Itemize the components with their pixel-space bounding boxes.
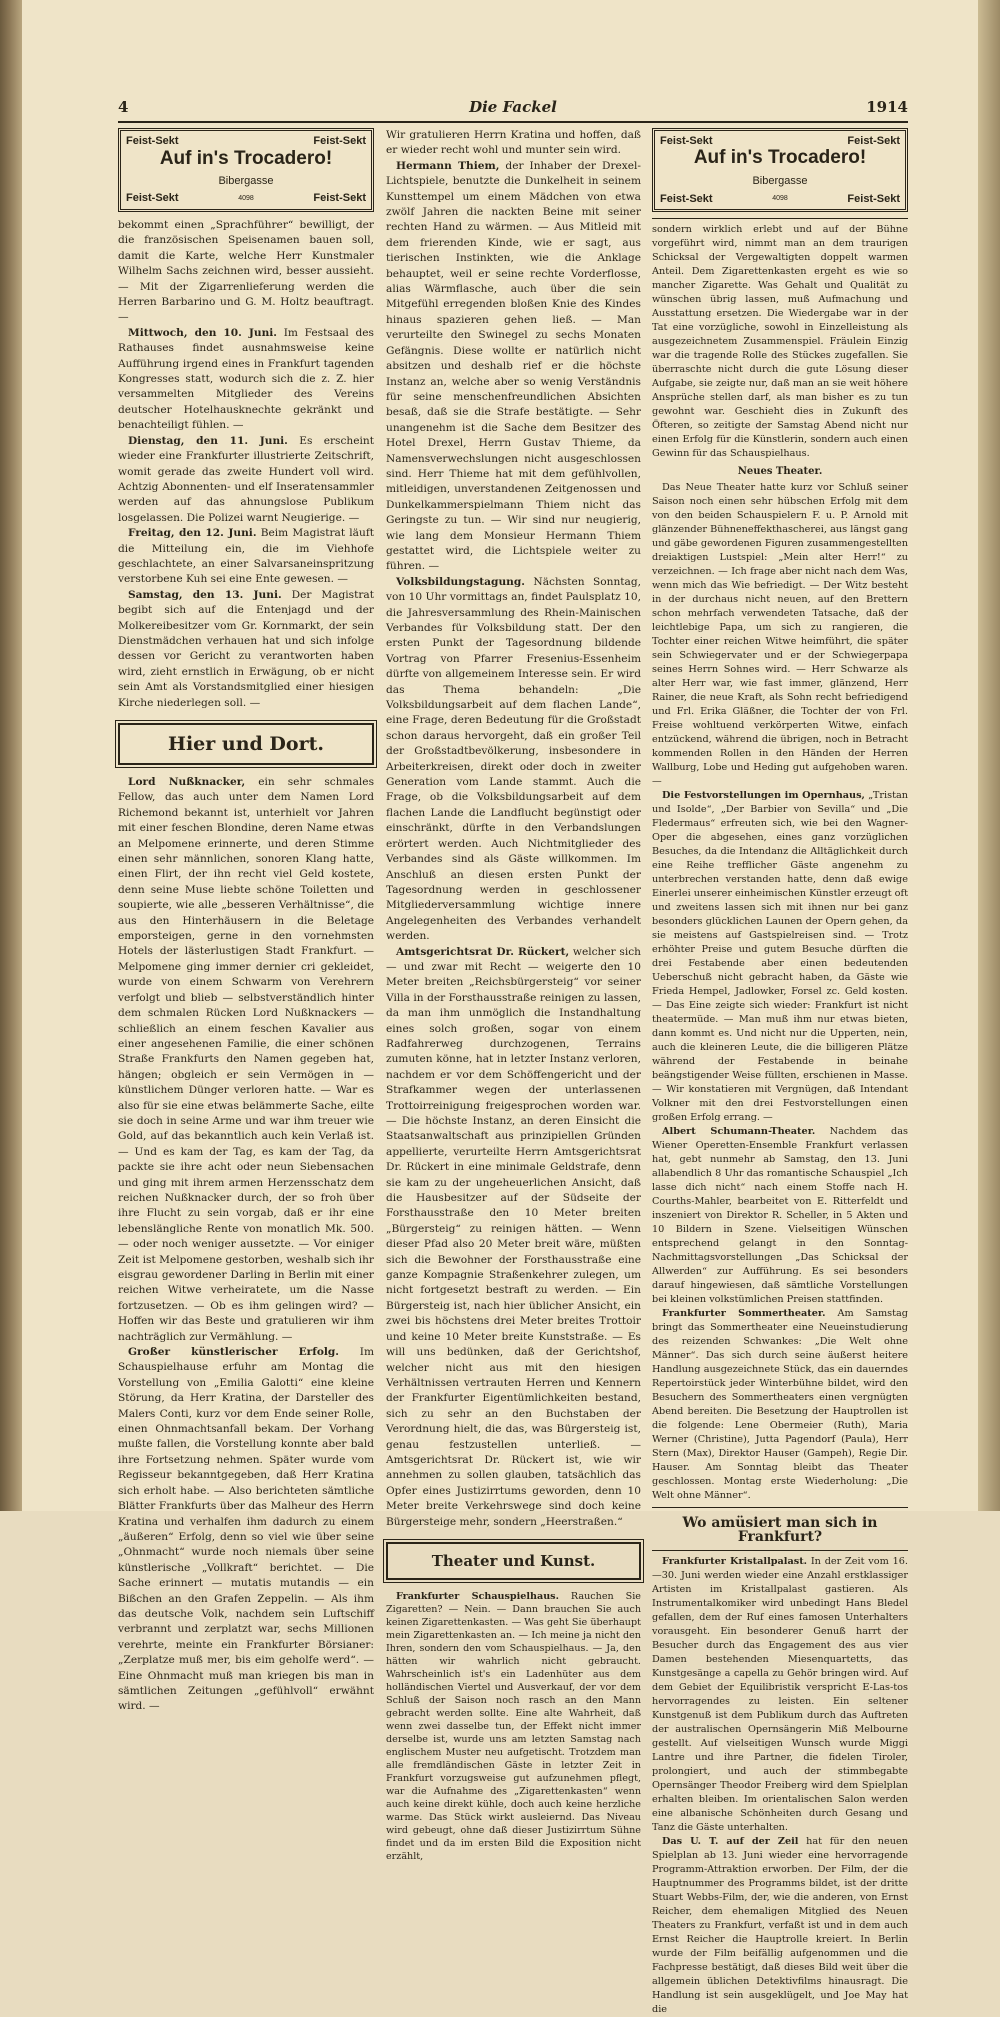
article-lead: Das U. T. auf der Zeil: [662, 1836, 799, 1847]
article-paragraph: Großer künstlerischer Erfolg. Im Schauspielhause erfuhr am Montag die Vorstellung von „Emilia Galotti“ eine kleine Störung, da Herr Kratina, der Darsteller des Malers Conti, kurz vor dem Ende seiner Rolle, einen Ohnmachtsanfall bekam. Der Vorhang mußte fallen, die Vorstellung konnte aber bald ihre Fortsetzung nehmen. Später wurde vom Regisseur bekanntgegeben, daß Herr Kratina sich erholt habe. — Also berichteten sämtliche Blätter Frankfurts über das Malheur des Herrn Kratina und verhalfen ihm dadurch zu einem „äußeren“ Erfolg, denn so viel wie über seine „Ohnmacht“ wurde noch niemals über seine künstlerische „Vollkraft“ berichtet. — Die Sache erinnert — mutatis mutandis — ein Bißchen an den Grafen Zeppelin. — Als ihm das deutsche Volk, nachdem sein Luftschiff verbrannt und zerplatzt war, sechs Millionen verehrte, meinte ein Frankfurter Börsianer: „Zerplatze muß mer, bis eim geholfe werd“. — Eine Ohnmacht muß man kriegen bis man in sämtlichen Zeitungen „gefühlvoll“ erwähnt wird. —: [118, 1346, 374, 1713]
ad-corner-label: Feist-Sekt: [847, 135, 900, 147]
header-rule: [118, 121, 908, 123]
article-paragraph: Das Neue Theater hatte kurz vor Schluß seiner Saison noch einen sehr hübschen Erfolg mit dem von den beiden Schauspielern F. u. P. Arnold mit glänzender Bühneneffekthascherei, aus längst gang und gäbe gewordenen Figuren zusammengestellten dreiaktigen Lustspiel: „Mein alter Herr!“ zu verzeichnen. — Ich frage aber nicht nach dem Was, wenn mich das Wie befriedigt. — Der Witz besteht in der durchaus nicht neuen, auf den Brettern schon mehrfach verwendeten Tatsache, daß der leichtlebige Papa, um sich zu rangieren, die Tochter einer reichen Witwe heimführt, die später sein Schwiegervater und er der Schwiegerpapa seines Herrn Sohnes wird. — Herr Schwarze als alter Herr war, wie fast immer, glänzend, Herr Rainer, die neue Kraft, als Sohn recht befriedigend und Frl. Erika Gläßner, die Tochter der von Frl. Freise wohltuend verkörperten Witwe, einfach entzückend, während die übrigen, noch in Betracht kommenden Rollen in den Händen der Herren Wallburg, Lobe und Heding gut aufgehoben waren. —: [652, 482, 908, 787]
section-heading: Theater und Kunst.: [386, 1542, 641, 1580]
column-rule: [652, 218, 908, 219]
ad-phone: 4098: [238, 194, 254, 202]
advertisement-box: [652, 128, 908, 212]
section-heading: Wo amüsiert man sich in Frankfurt?: [682, 1515, 878, 1545]
article-paragraph: Samstag, den 13. Juni. Der Magistrat begibt sich auf die Entenjagd und der Molkereibesitzer vom Gr. Kornmarkt, der sein Dienstmädchen verhauen hat und sich infolge dessen vor Gericht zu verantworten haben wird, zieht ernstlich in Erwägung, ob er nicht sein Amt als Vorstandsmitglied einer hiesigen Kirche niederlegen soll. —: [118, 588, 375, 709]
article-lead: Dienstag, den 11. Juni.: [128, 434, 288, 447]
article-paragraph: Amtsgerichtsrat Dr. Rückert, welcher sich — und zwar mit Recht — weigerte den 10 Meter breiten „Reichsbürgersteig“ vor seiner Villa in der Forsthausstraße reinigen zu lassen, da man ihm unmöglich die Instandhaltung eines solch großen, sogar von einem Radfahrerweg durchzogenen, Terrains zumuten könne, hat in letzter Instanz verloren, nachdem er vor dem Schöffengericht und der Strafkammer wegen der unterlassenen Trottoirreinigung freigesprochen worden war. — Die höchste Instanz, an deren Einsicht die Staatsanwaltschaft aus prinzipiellen Gründen appellierte, verurteilte Herrn Amtsgerichtsrat Dr. Rückert in eine minimale Geldstrafe, denn sie kam zu der ungeheuerlichen Ansicht, daß die Hausbesitzer auf der Südseite der Forsthausstraße den 10 Meter breiten „Bürgersteig“ zu reinigen hätten. — Wenn dieser Pfad also 20 Meter breit wäre, müßten sich die Bewohner der Forsthausstraße eine ganze Kompagnie Straßenkehrer zulegen, um nicht fortgesetzt bestraft zu werden. — Ein Bürgersteig ist, nach hier üblicher Ansicht, ein zwei bis höchstens drei Meter breites Trottoir und keine 10 Meter breite Kunststraße. — Es will uns bedünken, daß der Gerichtshof, welcher nicht aus mit den hiesigen Verhältnissen vertrauten Herren und Kennern der Frankfurter Eigentümlichkeiten bestand, sich zu sehr an den Buchstaben der Verordnung hielt, die das, was Bürgersteig ist, genau festzustellen unterließ. — Amtsgerichtsrat Dr. Rückert ist, wie wir annehmen zu sollen glauben, tatsächlich das Opfer eines Justizirrtums geworden, denn 10 Meter breite Verkehrswege sind doch keine Bürgersteige mehr, sondern „Heerstraßen.“: [386, 945, 642, 1528]
article-paragraph: Das U. T. auf der Zeil hat für den neuen Spielplan ab 13. Juni wieder eine hervorragende Programm-Attraktion erworben. Der Film, der die Hauptnummer des Programms bildet, ist der dritte Stuart Webbs-Film, der, wie die anderen, von Ernst Reicher, dem ehemaligen Mitglied des Neuen Theaters zu Frankfurt, verfaßt ist und in dem auch Ernst Reicher die Hauptrolle kreiert. In Berlin wurde der Film beifällig aufgenommen und die Fachpresse bestätigt, daß dieses Bild weit über die allgemein üblichen Detektivfilms hinausragt. Die Handlung ist sein ausgeklügelt, und Joe May hat die: [652, 1836, 908, 2015]
article-paragraph: Lord Nußknacker, ein sehr schmales Fellow, das auch unter dem Namen Lord Richemond bekannt ist, unterhielt vor Jahren mit einer feschen Blondine, deren Name etwas an Melpomene erinnerte, und deren Stimme einen sehr männlichen, sonoren Klang hatte, einen Flirt, der ihn recht viel Geld kostete, denn seine Muse liebte schöne Toiletten und soupierte, wie alle „besseren Verhältnisse“, die aus den Hinterhäusern in die Beletage emporsteigen, gerne in den vornehmsten Hotels der lästerlustigen Stadt Frankfurt. — Melpomene ging immer dernier cri gekleidet, wurde von einem Schwarm von Verehrern verfolgt und blieb — selbstverständlich hinter dem schmalen Rücken Lord Nußknackers — schließlich an einem feschen Kavalier aus einer angesehenen Familie, die einer schönen Straße Frankfurts den Namen gegeben hat, hängen; obgleich er sein Vermögen in — künstlichem Dünger verloren hatte. — War es also für sie eine etwas belämmerte Sache, eilte sie doch in seine Arme und war ihm treuer wie Gold, auf das bekanntlich auch kein Verlaß ist. — Und es kam der Tag, es kam der Tag, da packte sie ihre acht oder neun Siebensachen und ging mit ihrem armen Herzensschatz dem reichen Nußknacker durch, der so froh über ihre Flucht zu sein vorgab, daß er ihr eine lebenslängliche Rente von monatlich Mk. 500.— oder noch weniger aussetzte. — Vor einiger Zeit ist Melpomene gestorben, weshalb sich ihr eisgrau gewordener Darling in Berlin mit einer reichen Witwe verheiratete, um die Nasse fortzusetzen. — Ob es ihm gelingen wird? — Hoffen wir das Beste und gratulieren wir ihm nachträglich zur Vermählung. —: [118, 776, 375, 1343]
article-paragraph: Hermann Thiem, der Inhaber der Drexel-Lichtspiele, benutzte die Dunkelheit in seinem Kunsttempel um einem Mädchen von etwa zwölf Jahren die nackten Beine mit seiner rechten Hand zu wärmen. — Aus Mitleid mit dem frierenden Kinde, wie er sagt, aus tierischen Instinkten, wie die Anklage behauptet, weil er seine rechte Vorderflosse, alias Wärmflasche, auch über die sein Mitgefühl erregenden bloßen Knie des Kindes hinaus spazieren gehen ließ. — Man verurteilte den Swinegel zu sechs Monaten Gefängnis. Diese wollte er natürlich nicht absitzen und deshalb rief er die höchste Instanz an, welche aber so wenig Verständnis für seine menschenfreundlichen Absichten besaß, daß sie die Strafe bestätigte. — Sehr unangenehm ist die Sache dem Besitzer des Hotel Drexel, Herrn Gustav Thieme, da Namensverwechslungen nicht ausgeschlossen sind. Herr Thieme hat mit dem gefühlvollen, mitleidigen, unverstandenen Zeitgenossen und Dunkelkammerspielmann Thiem nicht das Geringste zu tun. — Wir sind nur neugierig, wie lang dem Monsieur Hermann Thiem gestattet wird, die Lichtspiele weiter zu führen. —: [386, 159, 641, 573]
masthead-title: Die Fackel: [469, 98, 557, 116]
column-2: [386, 128, 641, 1863]
ad-corner-label: Feist-Sekt: [313, 191, 366, 204]
article-paragraph: Albert Schumann-Theater. Nachdem das Wiener Operetten-Ensemble Frankfurt verlassen hat, gebt nunmehr ab Samstag, den 13. Juni allabendlich 8 Uhr das romantische Schauspiel „Ich lasse dich nicht“ nach einem Stoffe nach H. Courths-Mahler, bearbeitet von E. Ritterfeldt und inszeniert von Direktor R. Scheller, in 5 Akten und 10 Bildern in Szene. Vielseitigen Wünschen entsprechend gelangt in den Sonntag-Nachmittagsvorstellungen „Das Schicksal der Allwerden“ zur Aufführung. Es sei besonders darauf hingewiesen, daß sämtliche Vorstellungen bei kleinen volkstümlichen Preisen stattfinden.: [652, 1126, 908, 1305]
book-binding: [0, 0, 22, 1511]
article-lead: Frankfurter Schauspielhaus.: [396, 1590, 559, 1602]
article-lead: Hermann Thiem,: [396, 159, 500, 172]
article-paragraph: Dienstag, den 11. Juni. Es erscheint wieder eine Frankfurter illustrierte Zeitschrift, womit gerade das zweite Hundert voll wird. Achtzig Abonnenten- und elf Inseratensammler werden auf das ahnungslose Publikum losgelassen. Die Polizei warnt Neugierige. —: [118, 434, 374, 524]
ad-street: Bibergasse: [218, 175, 274, 187]
column-rule: [652, 1550, 908, 1551]
article-paragraph: Freitag, den 12. Juni. Beim Magistrat läuft die Mitteilung ein, die im Viehhofe geschlachtete, an einer Salvarsaneinspritzung verstorbene Kuh sei eine Ente gewesen. —: [118, 527, 374, 586]
section-heading: Hier und Dort.: [118, 723, 374, 765]
page-edge: [978, 0, 1000, 1511]
article-paragraph: sondern wirklich erlebt und auf der Bühne vorgeführt wird, nimmt man an dem traurigen Schicksal der Vergewaltigten doppelt warmen Anteil. Dem Zigarettenkasten ergeht es wie so mancher Zigarette. Was Gehalt und Qualität zu wünschen übrig lassen, muß Aufmachung und Ausstattung ersetzen. Die Wiedergabe war in der Tat eine vorzügliche, sowohl in Einzelleistung als ausgezeichnetem Zusammenspiel. Fräulein Einzig war die tragende Rolle des Stückes zugefallen. Sie überraschte nicht durch die gute Lösung dieser Aufgabe, sie zeigte nur, daß man an sie weit höhere Ansprüche stellen darf, als man bisher es zu tun gewohnt war. Geschieht dies in Zukunft des Öfteren, so zeitigte der Samstag Abend nicht nur einen Erfolg für die Künstlerin, sondern auch einen Gewinn für das Schauspielhaus.: [652, 224, 908, 459]
subsection-heading: Neues Theater.: [737, 466, 823, 477]
article-lead: Samstag, den 13. Juni.: [128, 588, 282, 601]
article-paragraph: Frankfurter Schauspielhaus. Rauchen Sie Zigaretten? — Nein. — Dann brauchen Sie auch keinen Zigarettenkasten. — Was geht Sie überhaupt mein Zigarettenkasten an. — Ich meine ja nicht den Ihren, sondern den vom Schauspielhaus. — Ja, den hätten wir wahrlich nicht gebraucht. Wahrscheinlich ist's ein Ladenhüter aus dem holländischen Viertel und Ausverkauf, der vor dem Schluß der Saison noch rasch an den Mann gebracht werden sollte. Eine alte Wahrheit, daß wenn zwei dasselbe tun, der Effekt nicht immer derselbe ist, wurde uns am letzten Samstag nach englischem Muster neu aufgetischt. Trotzdem man alle fremdländischen Gäste in letzter Zeit in Frankfurt vorzugsweise gut aufzunehmen pflegt, war die Aufnahme des „Zigarettenkasten“ wenn auch keine direkt kühle, doch auch keine herzliche warme. Das Stück wirkt ausleiernd. Das Niveau wird gebeugt, ohne daß dieser Justizirrtum Sühne findet und da im ersten Bild die Exposition nicht erzählt,: [386, 1590, 641, 1862]
article-lead: Volksbildungstagung.: [396, 575, 525, 588]
column-rule: [652, 1507, 908, 1508]
article-paragraph: Frankfurter Sommertheater. Am Samstag bringt das Sommertheater eine Neueinstudierung des reizenden Schwankes: „Die Welt ohne Männer“. Das sich durch seine äußerst heitere Handlung ausgezeichnete Stück, das ein dauerndes Repertoirstück jeder Winterbühne bildet, wird den Besuchern des Sommertheaters einen vergnügten Abend bereiten. Die Besetzung der Hauptrollen ist die folgende: Lene Obermeier (Ruth), Maria Werner (Christine), Jutta Pagendorf (Paula), Herr Stern (Max), Direktor Hauser (Gampeh), Regie Dir. Hauser. Am Sonntag bleibt das Theater geschlossen. Montag erste Wiederholung: „Die Welt ohne Männer“.: [652, 1308, 908, 1501]
ad-corner-label: Feist-Sekt: [313, 135, 366, 147]
ad-headline: Auf in's Trocadero!: [693, 147, 867, 168]
ad-corner-label: Feist-Sekt: [660, 135, 713, 147]
ad-headline: Auf in's Trocadero!: [159, 148, 333, 169]
page-header: [118, 98, 908, 120]
article-lead: Frankfurter Kristallpalast.: [662, 1556, 808, 1567]
article-paragraph: Die Festvorstellungen im Opernhaus, „Tristan und Isolde“, „Der Barbier von Sevilla“ und „Die Fledermaus“ erfreuten sich, wie bei den Wagner-Oper die abgesehen, eines ganz vorzüglichen Besuches, da die Intendanz die Alltäglichkeit durch eine Reihe trefflicher Gäste angenehm zu unterbrechen verstanden hatte, denn daß ewige Einerlei unserer einheimischen Künstler erzeugt oft und zweitens lassen sich mit ihnen nur bei ganz besonders glücklichen Launen der Opern gehen, da sie meistens auf Gastspielreisen sind. — Trotz erhöhter Preise und gutem Besuche dürften die drei Festabende aber einen bedeutenden Ueberschuß nicht gebracht haben, da Gäste wie Frieda Hempel, Jadlowker, Forsel zc. Geld kosten. — Das Eine zeigte sich wieder: Frankfurt ist nicht theatermüde. — Man muß ihm nur etwas bieten, dann kommt es. Und nicht nur die Upperten, nein, auch die kleineren Leute, die die billigeren Plätze während der Festabende in beinahe beängstigender Weise füllten, erschienen in Masse. — Wir konstatieren mit Vergnügen, daß Intendant Volkner mit den drei Festvorstellungen einen großen Erfolg errang. —: [652, 790, 908, 1123]
article-lead: Lord Nußknacker,: [128, 776, 246, 788]
article-paragraph: Volksbildungstagung. Nächsten Sonntag, von 10 Uhr vormittags an, findet Paulsplatz 10, die Jahresversammlung des Rhein-Mainischen Verbandes für Volksbildung statt. Der den ersten Punkt der Tagesordnung bildende Vortrag von Pfarrer Fresenius-Essenheim dürfte von allgemeinem Interesse sein. Er wird das Thema behandeln: „Die Volksbildungsarbeit auf dem flachen Lande“, eine Frage, deren Bedeutung für die Großstadt schon daraus hervorgeht, daß ein großer Teil der Großstadtbevölkerung, insbesondere in Arbeiterkreisen, direkt oder doch in zweiter Generation vom Lande stammt. Auch die Frage, ob die Volksbildungsarbeit auf dem flachen Lande die Landflucht begünstigt oder einschränkt, dürfte in den Verbandslungen erörtert werden. Auch Nichtmitglieder des Verbandes sind als Gäste willkommen. Im Anschluß an diesen ersten Punkt der Tagesordnung werden in geschlossener Mitgliederversammlung wichtige innere Angelegenheiten des Verbandes verhandelt werden.: [386, 575, 642, 943]
page-number: 4: [118, 98, 129, 116]
ad-phone: 4098: [772, 195, 788, 202]
article-lead: Albert Schumann-Theater.: [662, 1126, 816, 1137]
column-3: [652, 128, 908, 2017]
article-lead: Freitag, den 12. Juni.: [128, 527, 257, 540]
article-paragraph: bekommt einen „Sprachführer“ bewilligt, der die französischen Speisenamen bauen soll, damit die Karte, welche Herr Kunstmaler Wilhelm Sachs zeichnen wird, besser aussieht. — Mit der Zigarrenlieferung werden die Herren Barbarino und G. M. Holtz beauftragt. —: [118, 219, 374, 324]
article-paragraph: Mittwoch, den 10. Juni. Im Festsaal des Rathauses findet ausnahmsweise keine Aufführung irgend eines in Frankfurt tagenden Kongresses statt, wodurch sich die z. Z. hier versammelten Mitglieder des Vereins deutscher Hotelhausknechte gekränkt und benachteiligt fühlen. —: [118, 326, 374, 432]
ad-corner-label: Feist-Sekt: [660, 193, 713, 205]
ad-corner-label: Feist-Sekt: [847, 193, 900, 205]
article-lead: Frankfurter Sommertheater.: [662, 1308, 826, 1319]
article-lead: Großer künstlerischer Erfolg.: [128, 1346, 340, 1359]
article-paragraph: Frankfurter Kristallpalast. In der Zeit vom 16.—30. Juni werden wieder eine Anzahl erstklassiger Artisten im Kristallpalast gastieren. Als Instrumentalkomiker wird unbedingt Hans Bledel gefallen, dem der Ruf eines famosen Unterhalters vorausgeht. Ein besonderer Genuß harrt der Besucher durch das Engagement des aus vier Damen bestehenden Miesenquartetts, das Kunstgesänge a capella zu Gehör bringen wird. Auf dem Gebiet der Equilibristik verspricht E-Las-tos hervorragendes zu leisten. Ein seltener Kunstgenuß ist dem Publikum durch das Auftreten der australischen Opernsängerin Miß Melbourne gestellt. Auf vielseitigen Wunsch wurde Miggi Lantre und ihre Partner, die fidelen Tiroler, prolongiert, und auch der stimmbegabte Opernsänger Theodor Freiberg wird dem Spielplan erhalten bleiben. Im orientalischen Salon werden eine albanische Schönheiten durch Gesang und Tanz die Gäste unterhalten.: [652, 1556, 908, 1833]
article-lead: Mittwoch, den 10. Juni.: [128, 326, 277, 339]
ad-corner-label: Feist-Sekt: [126, 135, 179, 147]
column-1: [118, 128, 374, 1715]
article-lead: Die Festvorstellungen im Opernhaus,: [662, 790, 865, 801]
advertisement-box: [118, 128, 374, 212]
article-lead: Amtsgerichtsrat Dr. Rückert,: [396, 945, 570, 958]
article-paragraph: Wir gratulieren Herrn Kratina und hoffen, daß er wieder recht wohl und munter sein wird.: [386, 129, 641, 157]
ad-street: Bibergasse: [752, 175, 808, 187]
ad-corner-label: Feist-Sekt: [126, 191, 179, 204]
year: 1914: [866, 98, 908, 116]
